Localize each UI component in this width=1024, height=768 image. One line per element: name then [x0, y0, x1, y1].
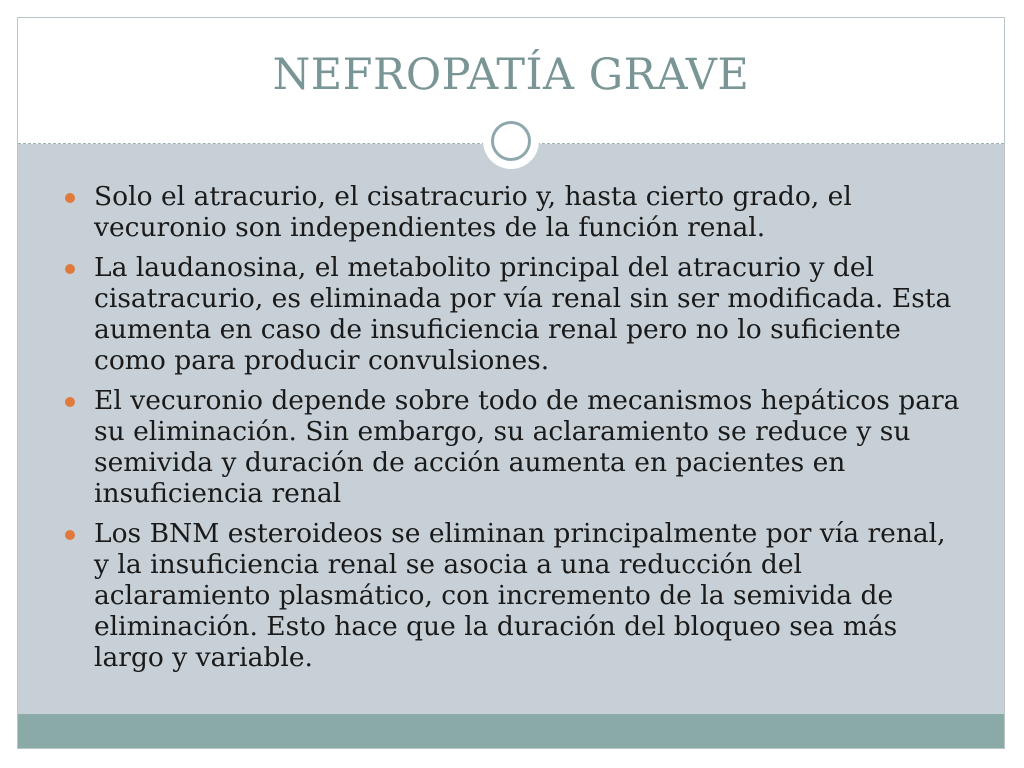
bullet-dot-icon — [65, 193, 75, 203]
slide-title: NEFROPATÍA GRAVE — [272, 50, 750, 100]
bullet-dot-icon — [65, 397, 75, 407]
bullet-item — [58, 252, 963, 376]
bullet-item — [58, 181, 963, 243]
bullet-text: El vecuronio depende sobre todo de mecanismos hepáticos para su eliminación. Sin embargo, su aclaramiento se reduce y su semivida y duración de acción aumenta en pacientes en insuficiencia renal — [94, 385, 960, 509]
footer-bar — [18, 714, 1004, 748]
bullet-dot-icon — [65, 264, 75, 274]
title-divider-circle-icon — [483, 113, 539, 169]
bullet-dot-icon — [65, 530, 75, 540]
bullet-text: Los BNM esteroideos se eliminan principalmente por vía renal, y la insuficiencia renal se asocia a una reducción del aclaramiento plasmático, con incremento de la semivida de eliminación. Esto hace que la duración del bloqueo sea más largo y variable. — [94, 518, 946, 673]
slide — [17, 17, 1005, 749]
circle-ring — [491, 121, 531, 161]
bullet-item — [58, 385, 963, 509]
bullet-text: La laudanosina, el metabolito principal del atracurio y del cisatracurio, es eliminada por vía renal sin ser modificada. Esta aumenta en caso de insuficiencia renal pero no lo suficiente como para producir convulsiones. — [94, 252, 952, 376]
bullet-item — [58, 518, 963, 673]
bullet-list — [58, 181, 963, 673]
content-area — [58, 181, 963, 682]
bullet-text: Solo el atracurio, el cisatracurio y, hasta cierto grado, el vecuronio son independientes de la función renal. — [94, 181, 852, 243]
